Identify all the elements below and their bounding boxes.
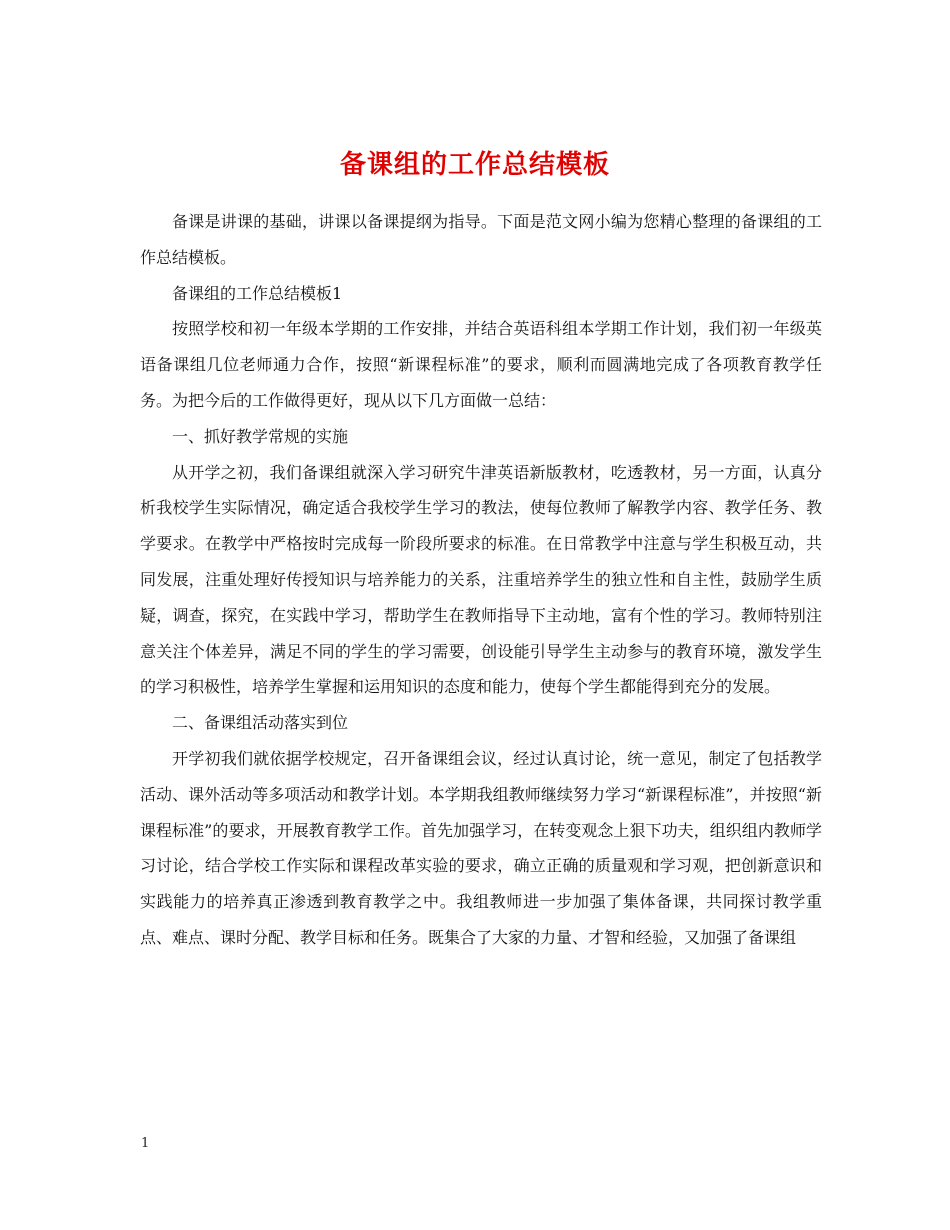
paragraph-intro: 备课是讲课的基础，讲课以备课提纲为指导。下面是范文网小编为您精心整理的备课组的工作总结模板。 <box>140 212 822 267</box>
document-title: 备课组的工作总结模板 <box>339 150 610 181</box>
page-number: 1 <box>141 1136 150 1151</box>
section-heading-1: 一、抓好教学常规的实施 <box>172 426 349 446</box>
section-heading-2: 二、备课组活动落实到位 <box>172 713 349 733</box>
paragraph-section-2: 开学初我们就依据学校规定，召开备课组会议，经过认真讨论，统一意见，制定了包括教学活动、课外活动等多项活动和教学计划。本学期我组教师继续努力学习“新课程标准”，并按照“新课程标准”的要求，开展教育教学工作。首先加强学习，在转变观念上狠下功夫，组织组内教师学习讨论，结合学校工作实际和课程改革实验的要求，确立正确的质量观和学习观，把创新意识和实践能力的培养真正渗透到教育教学之中。我组教师进一步加强了集体备课，共同探讨教学重点、难点、课时分配、教学目标和任务。既集合了大家的力量、才智和经验，又加强了备课组 <box>140 748 822 947</box>
document-body <box>140 204 822 956</box>
paragraph-section-1: 从开学之初，我们备课组就深入学习研究牛津英语新版教材，吃透教材，另一方面，认真分析我校学生实际情况，确定适合我校学生学习的教法，使每位教师了解教学内容、教学任务、教学要求。在教学中严格按时完成每一阶段所要求的标准。在日常教学中注意与学生积极互动，共同发展，注重处理好传授知识与培养能力的关系，注重培养学生的独立性和自主性，鼓励学生质疑，调查，探究，在实践中学习，帮助学生在教师指导下主动地，富有个性的学习。教师特别注意关注个体差异，满足不同的学生的学习需要，创设能引导学生主动参与的教育环境，激发学生的学习积极性，培养学生掌握和运用知识的态度和能力，使每个学生都能得到充分的发展。 <box>140 462 822 697</box>
paragraph-subtitle: 备课组的工作总结模板1 <box>172 283 343 303</box>
paragraph-overview: 按照学校和初一年级本学期的工作安排，并结合英语科组本学期工作计划，我们初一年级英语备课组几位老师通力合作，按照“新课程标准”的要求，顺利而圆满地完成了各项教育教学任务。为把今后的工作做得更好，现从以下几方面做一总结： <box>140 319 822 410</box>
